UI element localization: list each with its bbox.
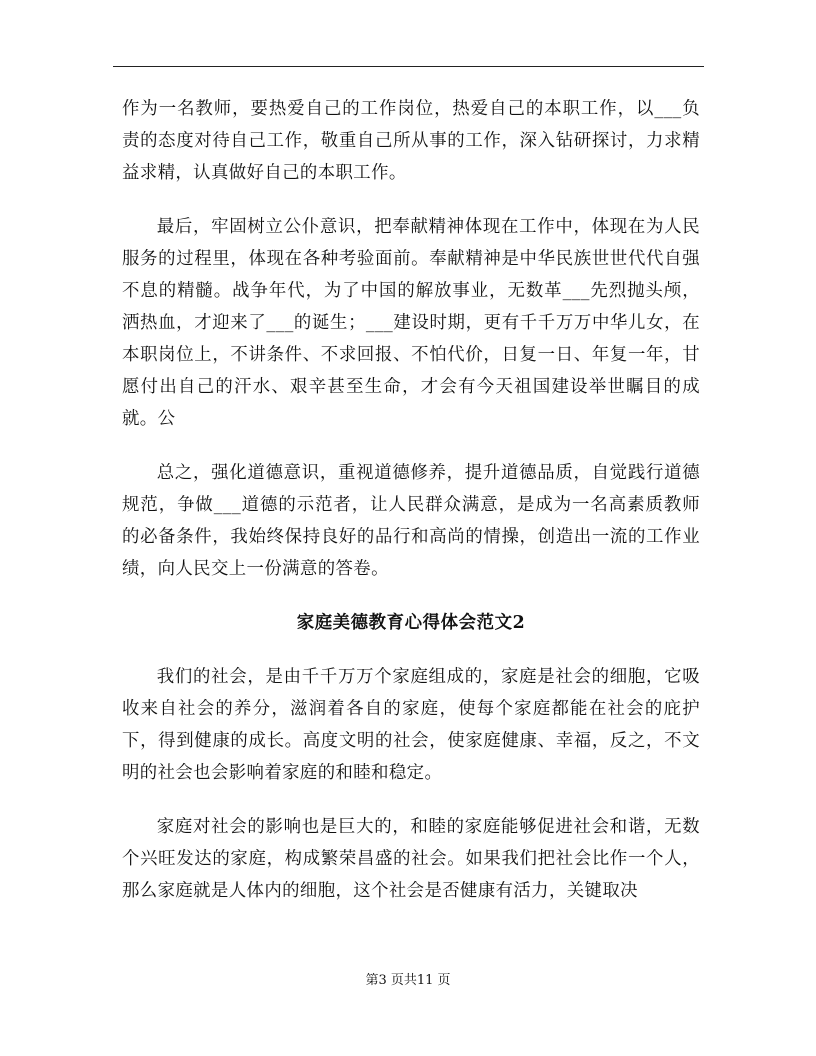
paragraph-5: 家庭对社会的影响也是巨大的，和睦的家庭能够促进社会和谐，无数个兴旺发达的家庭，构成繁荣昌盛的社会。如果我们把社会比作一个人，那么家庭就是人体内的细胞，这个社会是否健康有活力，关键取决 [122,817,700,901]
header-rule [113,66,704,67]
page-number-footer: 第3 页共11 页 [365,973,451,988]
section-heading: 家庭美德教育心得体会范文2 [296,613,526,633]
paragraph-4: 我们的社会，是由千千万万个家庭组成的，家庭是社会的细胞，它吸收来自社会的养分，滋润着各自的家庭，使每个家庭都能在社会的庇护下，得到健康的成长。高度文明的社会，使家庭健康、幸福，反之，不文明的社会也会影响着家庭的和睦和稳定。 [122,667,700,783]
paragraph-2: 最后，牢固树立公仆意识，把奉献精神体现在工作中，体现在为人民服务的过程里，体现在各种考验面前。奉献精神是中华民族世世代代自强不息的精髓。战争年代，为了中国的解放事业，无数革___先烈抛头颅，洒热血，才迎来了___的诞生；___建设时期，更有千千万万中华儿女，在本职岗位上，不讲条件、不求回报、不怕代价，日复一日、年复一年，甘愿付出自己的汗水、艰辛甚至生命，才会有今天祖国建设举世瞩目的成就。公 [122,217,700,429]
document-body [122,93,700,929]
paragraph-1: 作为一名教师，要热爱自己的工作岗位，热爱自己的本职工作，以___负责的态度对待自己工作，敬重自己所从事的工作，深入钻研探讨，力求精益求精，认真做好自己的本职工作。 [122,99,700,183]
paragraph-3: 总之，强化道德意识，重视道德修养，提升道德品质，自觉践行道德规范，争做___道德的示范者，让人民群众满意，是成为一名高素质教师的必备条件，我始终保持良好的品行和高尚的情操，创造出一流的工作业绩，向人民交上一份满意的答卷。 [122,463,700,579]
